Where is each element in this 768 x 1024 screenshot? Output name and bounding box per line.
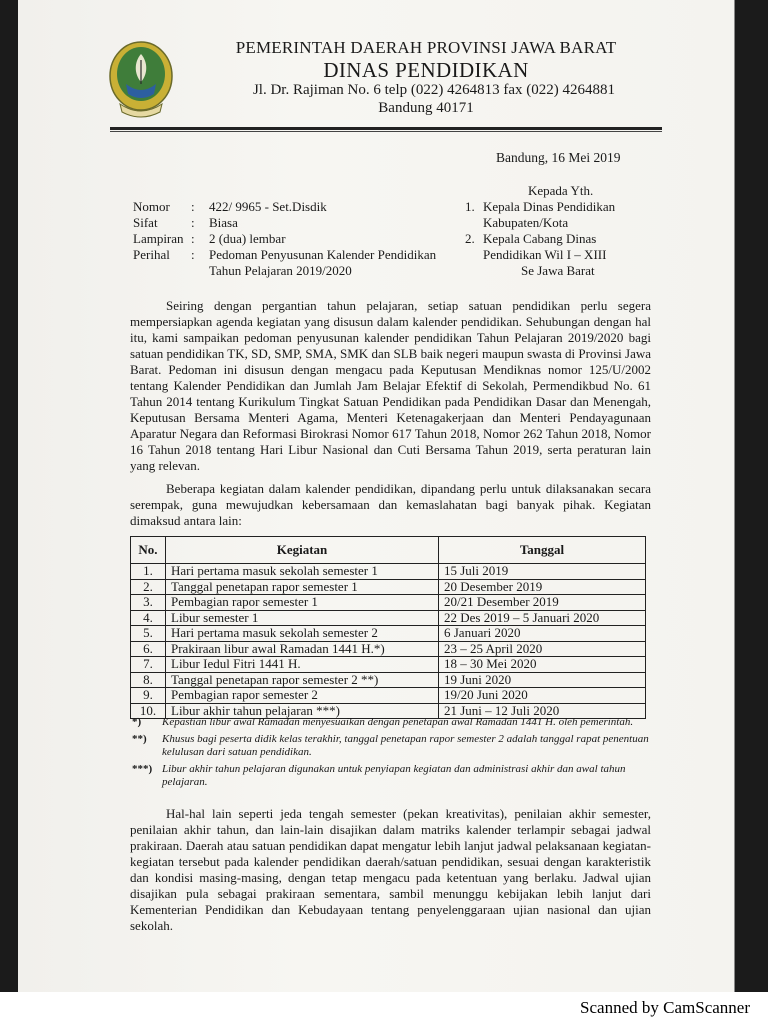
table-footnotes bbox=[132, 716, 654, 793]
body-paragraph-1: Seiring dengan pergantian tahun pelajaran, setiap satuan pendidikan perlu segera mempersiapkan agenda kegiatan yang disusun dalam kalender pendidikan. Sehubungan dengan hal itu, kami sampaikan pedoman penyusunan kalender pendidikan Tahun Pelajaran 2019/2020 bagi satuan pendidikan TK, SD, SMP, SMA, SMK dan SLB baik negeri maupun swasta di Provinsi Jawa Barat. Pedoman ini disusun dengan mengacu pada Keputusan Mendiknas nomor 125/U/2002 tentang Kalender Pendidikan dan Jumlah Jam Belajar Efektif di Sekolah, Permendikbud No. 61 Tahun 2014 tentang Kurikulum Tingkat Satuan Pendidikan pada Pendidikan Dasar dan Menengah, Keputusan Bersama Menteri Agama, Menteri Ketenagakerjaan dan Menteri Pendayagunaan Aparatur Negara dan Reformasi Birokrasi Nomor 617 Tahun 2018, Nomor 262 Tahun 2018, Nomor 16 Tahun 2018 tentang Hari Libur Nasional dan Cuti Bersama Tahun 2019, serta peraturan lain yang relevan. bbox=[130, 298, 651, 473]
cell-no: 7. bbox=[131, 657, 166, 673]
cell-kegiatan: Tanggal penetapan rapor semester 1 bbox=[166, 579, 439, 595]
cell-no: 2. bbox=[131, 579, 166, 595]
cell-tanggal: 18 – 30 Mei 2020 bbox=[439, 657, 646, 673]
cell-no: 5. bbox=[131, 626, 166, 642]
cell-no: 4. bbox=[131, 610, 166, 626]
cell-kegiatan: Hari pertama masuk sekolah semester 2 bbox=[166, 626, 439, 642]
letterhead-city: Bandung 40171 bbox=[378, 100, 474, 116]
table-row bbox=[131, 595, 646, 611]
body-paragraph-2: Beberapa kegiatan dalam kalender pendidikan, dipandang perlu untuk dilaksanakan secara serempak, guna mewujudkan kebersamaan dan kemaslahatan bagi banyak pihak. Kegiatan dimaksud antara lain: bbox=[130, 481, 651, 528]
col-header-kegiatan: Kegiatan bbox=[166, 537, 439, 564]
cell-kegiatan: Pembagian rapor semester 2 bbox=[166, 688, 439, 704]
cell-kegiatan: Hari pertama masuk sekolah semester 1 bbox=[166, 564, 439, 580]
calendar-activities-table bbox=[130, 536, 646, 719]
table-row bbox=[131, 579, 646, 595]
cell-tanggal: 20 Desember 2019 bbox=[439, 579, 646, 595]
addressee-heading: Kepada Yth. bbox=[528, 183, 594, 198]
cell-kegiatan: Libur akhir tahun pelajaran ***) bbox=[166, 703, 439, 719]
meta-row: Nomor : 422/ 9965 - Set.Disdik bbox=[133, 199, 327, 214]
letterhead-rule-thick bbox=[110, 127, 662, 130]
cell-tanggal: 21 Juni – 12 Juli 2020 bbox=[439, 703, 646, 719]
body-paragraph-3: Hal-hal lain seperti jeda tengah semester (pekan kreativitas), penilaian akhir semester, penilaian akhir tahun, dan lain-lain disajikan dalam matriks kalender terlampir sebagai jadwal prakiraan. Daerah atau satuan pendidikan dapat mengatur lebih lanjut jadwal pelaksanaan kegiatan-kegiatan tersebut pada kalender pendidikan daerah/satuan pendidikan, sesuai dengan karakteristik dan kondisi masing-masing, dengan tetap mengacu pada ketentuan yang berlaku. Jadwal ujian disajikan pula sebagai prakiraan sementara, sambil menunggu kebijakan lebih lanjut dari Kementerian Pendidikan dan Kebudayaan tentang penyelenggaraan ujian nasional dan ujian sekolah. bbox=[130, 806, 651, 933]
meta-row: Perihal : Pedoman Penyusunan Kalender Pendidikan Tahun Pelajaran 2019/2020 bbox=[133, 247, 437, 278]
table-row bbox=[131, 672, 646, 688]
scanner-watermark: Scanned by CamScanner bbox=[0, 992, 768, 1024]
cell-tanggal: 23 – 25 April 2020 bbox=[439, 641, 646, 657]
cell-kegiatan: Libur Iedul Fitri 1441 H. bbox=[166, 657, 439, 673]
cell-no: 3. bbox=[131, 595, 166, 611]
table-row bbox=[131, 626, 646, 642]
cell-tanggal: 22 Des 2019 – 5 Januari 2020 bbox=[439, 610, 646, 626]
letterhead-rule-thin bbox=[110, 131, 662, 132]
letterhead-office: DINAS PENDIDIKAN bbox=[323, 58, 529, 82]
recipient-item: 2. Kepala Cabang Dinas Pendidikan Wil I – XIII Se Jawa Barat bbox=[465, 231, 607, 278]
cell-no: 6. bbox=[131, 641, 166, 657]
cell-kegiatan: Libur semester 1 bbox=[166, 610, 439, 626]
cell-no: 8. bbox=[131, 672, 166, 688]
cell-kegiatan: Prakiraan libur awal Ramadan 1441 H.*) bbox=[166, 641, 439, 657]
table-row bbox=[131, 610, 646, 626]
recipient-list bbox=[465, 199, 615, 279]
col-header-tanggal: Tanggal bbox=[439, 537, 646, 564]
cell-no: 10. bbox=[131, 703, 166, 719]
footnote: ***) Libur akhir tahun pelajaran digunakan untuk penyiapan kegiatan dan administrasi akhir dan awal tahun pelajaran. bbox=[132, 762, 626, 788]
footnote: *) Kepastian libur awal Ramadan menyesuaikan dengan penetapan awal Ramadan 1441 H. oleh pemerintah. bbox=[132, 716, 634, 728]
cell-tanggal: 20/21 Desember 2019 bbox=[439, 595, 646, 611]
table-row bbox=[131, 564, 646, 580]
meta-row: Sifat : Biasa bbox=[133, 215, 238, 230]
letter-date: Bandung, 16 Mei 2019 bbox=[496, 150, 621, 165]
table-row bbox=[131, 657, 646, 673]
cell-no: 1. bbox=[131, 564, 166, 580]
footnote: **) Khusus bagi peserta didik kelas terakhir, tanggal penetapan rapor semester 2 adalah tanggal rapat penentuan kelulusan dari satuan pendidikan. bbox=[132, 732, 649, 758]
cell-tanggal: 6 Januari 2020 bbox=[439, 626, 646, 642]
cell-tanggal: 19 Juni 2020 bbox=[439, 672, 646, 688]
table-row bbox=[131, 688, 646, 704]
letterhead-government: PEMERINTAH DAERAH PROVINSI JAWA BARAT bbox=[235, 38, 617, 57]
cell-tanggal: 19/20 Juni 2020 bbox=[439, 688, 646, 704]
table-row bbox=[131, 641, 646, 657]
cell-kegiatan: Pembagian rapor semester 1 bbox=[166, 595, 439, 611]
meta-row: Lampiran : 2 (dua) lembar bbox=[133, 231, 286, 246]
col-header-no: No. bbox=[131, 537, 166, 564]
cell-kegiatan: Tanggal penetapan rapor semester 2 **) bbox=[166, 672, 439, 688]
recipient-item: 1. Kepala Dinas Pendidikan Kabupaten/Kota bbox=[465, 199, 616, 230]
west-java-emblem-logo bbox=[106, 38, 176, 122]
cell-no: 9. bbox=[131, 688, 166, 704]
cell-tanggal: 15 Juli 2019 bbox=[439, 564, 646, 580]
letter-metadata bbox=[133, 199, 459, 279]
letterhead-address: Jl. Dr. Rajiman No. 6 telp (022) 4264813 fax (022) 4264881 bbox=[252, 82, 616, 98]
table-header-row bbox=[131, 537, 646, 564]
